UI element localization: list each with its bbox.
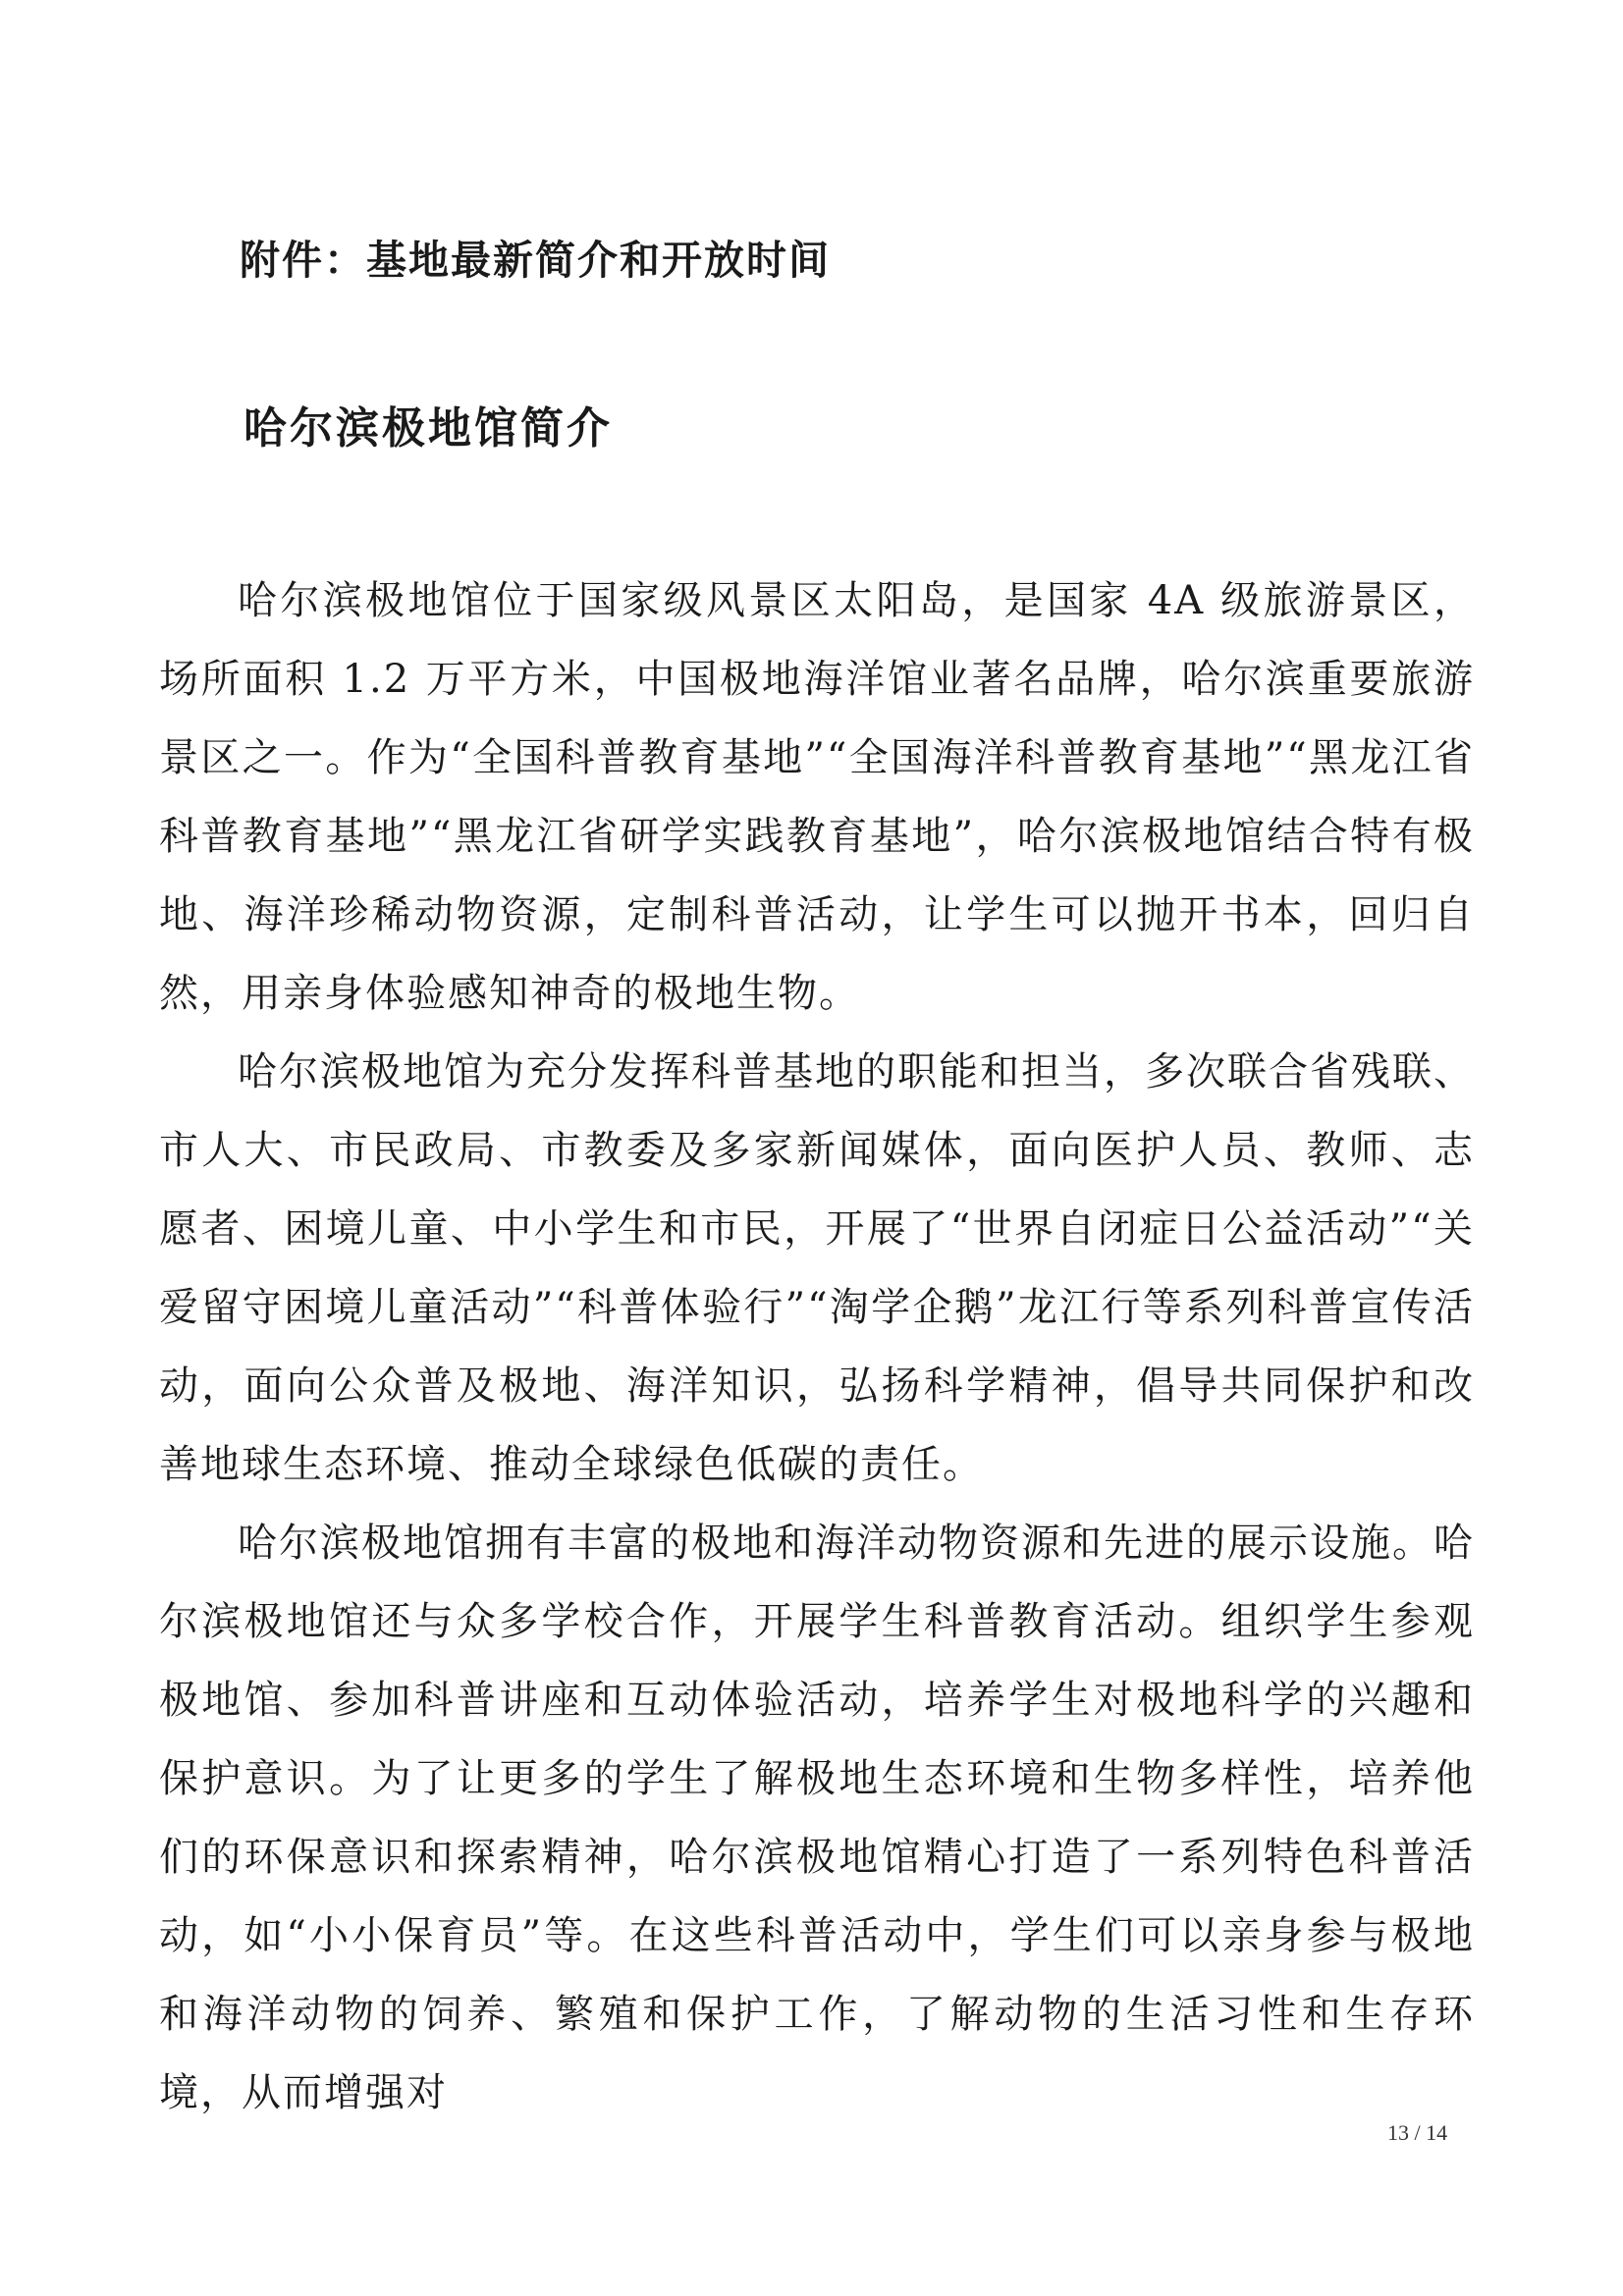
body-text [159,561,1475,2132]
paragraph-education: 哈尔滨极地馆拥有丰富的极地和海洋动物资源和先进的展示设施。哈尔滨极地馆还与众多学校合作，开展学生科普教育活动。组织学生参观极地馆、参加科普讲座和互动体验活动，培养学生对极地科学的兴趣和保护意识。为了让更多的学生了解极地生态环境和生物多样性，培养他们的环保意识和探索精神，哈尔滨极地馆精心打造了一系列特色科普活动，如“小小保育员”等。在这些科普活动中，学生们可以亲身参与极地和海洋动物的饲养、繁殖和保护工作，了解动物的生活习性和生存环境，从而增强对 [159,1521,1475,2115]
annex-heading: 附件：基地最新简介和开放时间 [240,237,831,284]
paragraph-activities: 哈尔滨极地馆为充分发挥科普基地的职能和担当，多次联合省残联、市人大、市民政局、市教委及多家新闻媒体，面向医护人员、教师、志愿者、困境儿童、中小学生和市民，开展了“世界自闭症日公益活动”“关爱留守困境儿童活动”“科普体验行”“淘学企鹅”龙江行等系列科普宣传活动，面向公众普及极地、海洋知识，弘扬科学精神，倡导共同保护和改善地球生态环境、推动全球绿色低碳的责任。 [159,1049,1475,1487]
paragraph-intro: 哈尔滨极地馆位于国家级风景区太阳岛，是国家 4A 级旅游景区，场所面积 1.2 万平方米，中国极地海洋馆业著名品牌，哈尔滨重要旅游景区之一。作为“全国科普教育基地”“全国海洋科普教育基地”“黑龙江省科普教育基地”“黑龙江省研学实践教育基地”，哈尔滨极地馆结合特有极地、海洋珍稀动物资源，定制科普活动，让学生可以抛开书本，回归自然，用亲身体验感知神奇的极地生物。 [159,578,1475,1016]
document-title: 哈尔滨极地馆简介 [243,403,613,454]
page-number: 13 / 14 [1387,2120,1448,2145]
